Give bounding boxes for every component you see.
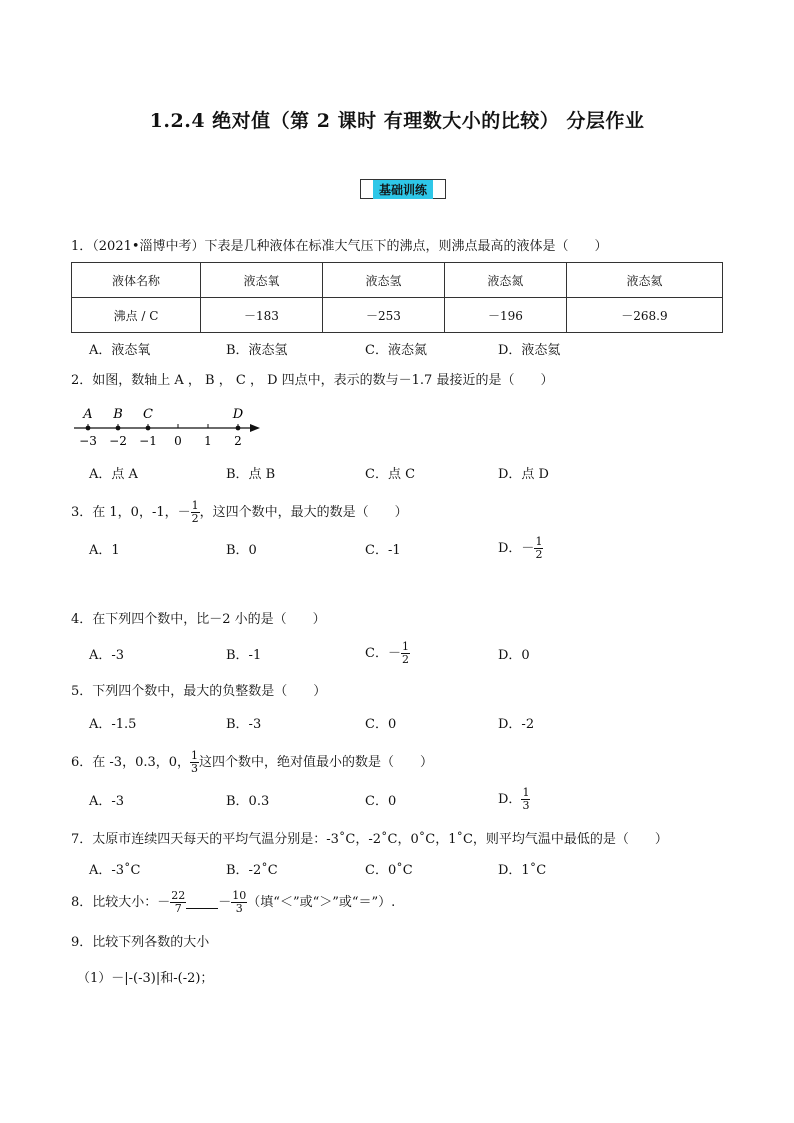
number-line-point-label: C xyxy=(143,407,153,422)
question-8-text xyxy=(71,890,395,915)
q5-option-a: A．-1.5 xyxy=(89,717,137,732)
q5-option-c: C．0 xyxy=(365,717,397,732)
table-cell: －253 xyxy=(322,298,444,333)
q8-text-pre: 8．比较大小：－ xyxy=(71,895,171,910)
q4-option-b: B．-1 xyxy=(226,648,262,663)
q8-fraction-2 xyxy=(231,890,247,915)
number-line-point xyxy=(236,426,241,431)
table-cell: 液态氦 xyxy=(566,263,722,298)
q3-fraction xyxy=(191,500,200,525)
question-4-text: 4．在下列四个数中，比－2 小的是（ ） xyxy=(71,612,326,627)
number-line-tick-label: 1 xyxy=(204,434,212,448)
q7-option-d: D．1˚C xyxy=(498,863,547,878)
q6-option-d-label: D． xyxy=(498,792,522,807)
table-cell: 沸点 / C xyxy=(72,298,201,333)
fraction-numerator: 22 xyxy=(171,889,186,902)
q6-option-b: B．0.3 xyxy=(226,794,270,809)
fraction-numerator: 1 xyxy=(191,749,199,762)
boiling-point-table xyxy=(71,262,723,333)
q6-option-d xyxy=(498,787,530,812)
number-line-point-label: D xyxy=(232,407,244,422)
table-cell: 液体名称 xyxy=(72,263,201,298)
q2-option-d: D．点 D xyxy=(498,467,549,482)
question-2-text: 2．如图，数轴上 A ， B ， C ， D 四点中，表示的数与－1.7 最接近的是（ ） xyxy=(71,373,554,388)
q6-option-a: A．-3 xyxy=(89,794,125,809)
number-line-tick-label: −3 xyxy=(79,434,97,448)
q6-fraction xyxy=(190,750,199,775)
q3-option-d-fraction xyxy=(534,536,543,561)
table-cell: －183 xyxy=(201,298,323,333)
fraction-numerator: 1 xyxy=(191,499,199,512)
q4-option-a: A．-3 xyxy=(89,648,125,663)
question-9-sub-1: （1）－|-(-3)|和-(-2)； xyxy=(77,971,214,986)
number-line-point xyxy=(86,426,91,431)
fraction-denominator: 2 xyxy=(191,512,199,525)
q7-option-a: A．-3˚C xyxy=(89,863,141,878)
fraction-denominator: 7 xyxy=(174,902,182,915)
table-cell: －268.9 xyxy=(566,298,722,333)
q4-option-d: D．0 xyxy=(498,648,530,663)
q7-option-c: C．0˚C xyxy=(365,863,413,878)
number-line-tick-label: 2 xyxy=(234,434,242,448)
q3-option-c: C．-1 xyxy=(365,543,401,558)
number-line-point-label: A xyxy=(83,407,93,422)
page-title: 1.2.4 绝对值（第 2 课时 有理数大小的比较） 分层作业 xyxy=(149,110,645,132)
q4-option-c-fraction xyxy=(401,641,410,666)
number-line-arrow xyxy=(250,424,260,432)
table-cell: 液态氮 xyxy=(444,263,566,298)
q6-option-d-fraction xyxy=(521,787,530,812)
table-cell: －196 xyxy=(444,298,566,333)
q3-option-a: A．1 xyxy=(89,543,120,558)
q5-option-d: D．-2 xyxy=(498,717,535,732)
table-cell: 液态氧 xyxy=(201,263,323,298)
q6-option-c: C．0 xyxy=(365,794,397,809)
question-5-text: 5．下列四个数中，最大的负整数是（ ） xyxy=(71,684,327,699)
q3-option-b: B．0 xyxy=(226,543,257,558)
question-9-text: 9．比较下列各数的大小 xyxy=(71,935,210,950)
q6-text-pre: 6．在 -3，0.3，0， xyxy=(71,755,191,770)
number-line-point xyxy=(116,426,121,431)
q2-option-c: C．点 C xyxy=(365,467,416,482)
question-3-text xyxy=(71,500,408,525)
q1-option-c: C．液态氮 xyxy=(365,343,427,358)
question-7-text: 7．太原市连续四天每天的平均气温分别是：-3˚C，-2˚C，0˚C，1˚C，则平均气温中最低的是（ ） xyxy=(71,832,668,847)
answer-blank[interactable] xyxy=(186,896,218,909)
q8-fraction-1 xyxy=(170,890,186,915)
fraction-numerator: 10 xyxy=(232,889,247,902)
fraction-denominator: 3 xyxy=(522,799,530,812)
fraction-denominator: 2 xyxy=(401,653,409,666)
fraction-numerator: 1 xyxy=(401,640,409,653)
fraction-denominator: 2 xyxy=(535,548,543,561)
question-6-text xyxy=(71,750,433,775)
q2-option-a: A．点 A xyxy=(89,467,138,482)
question-1-text: 1．（2021•淄博中考）下表是几种液体在标准大气压下的沸点，则沸点最高的液体是（ ） xyxy=(71,239,608,254)
number-line xyxy=(70,400,270,456)
q1-option-a: A．液态氧 xyxy=(89,343,151,358)
q3-option-d xyxy=(498,536,543,561)
q3-text-post: ，这四个数中，最大的数是（ ） xyxy=(199,505,408,520)
table-cell: 液态氢 xyxy=(322,263,444,298)
q1-option-d: D．液态氦 xyxy=(498,343,561,358)
section-badge-label: 基础训练 xyxy=(373,180,433,199)
fraction-denominator: 3 xyxy=(191,762,199,775)
q8-text-post: （填“＜”或“＞”或“＝”）. xyxy=(247,895,396,910)
fraction-denominator: 3 xyxy=(235,902,243,915)
q3-text-pre: 3．在 1，0，-1，－ xyxy=(71,505,191,520)
q3-option-d-label: D．－ xyxy=(498,541,535,556)
number-line-tick-label: −2 xyxy=(109,434,127,448)
q1-option-b: B．液态氢 xyxy=(226,343,288,358)
table-row xyxy=(72,298,723,333)
table-row xyxy=(72,263,723,298)
q8-minus: － xyxy=(218,895,232,910)
q4-option-c xyxy=(365,641,410,666)
fraction-numerator: 1 xyxy=(535,535,543,548)
number-line-point-label: B xyxy=(113,407,123,422)
number-line-point xyxy=(146,426,151,431)
q4-option-c-label: C．－ xyxy=(365,646,401,661)
number-line-tick-label: 0 xyxy=(174,434,182,448)
fraction-numerator: 1 xyxy=(522,786,530,799)
q5-option-b: B．-3 xyxy=(226,717,262,732)
number-line-tick-label: −1 xyxy=(139,434,157,448)
q7-option-b: B．-2˚C xyxy=(226,863,278,878)
q2-option-b: B．点 B xyxy=(226,467,276,482)
q6-text-post: 这四个数中，绝对值最小的数是（ ） xyxy=(199,755,434,770)
section-badge xyxy=(360,179,446,199)
